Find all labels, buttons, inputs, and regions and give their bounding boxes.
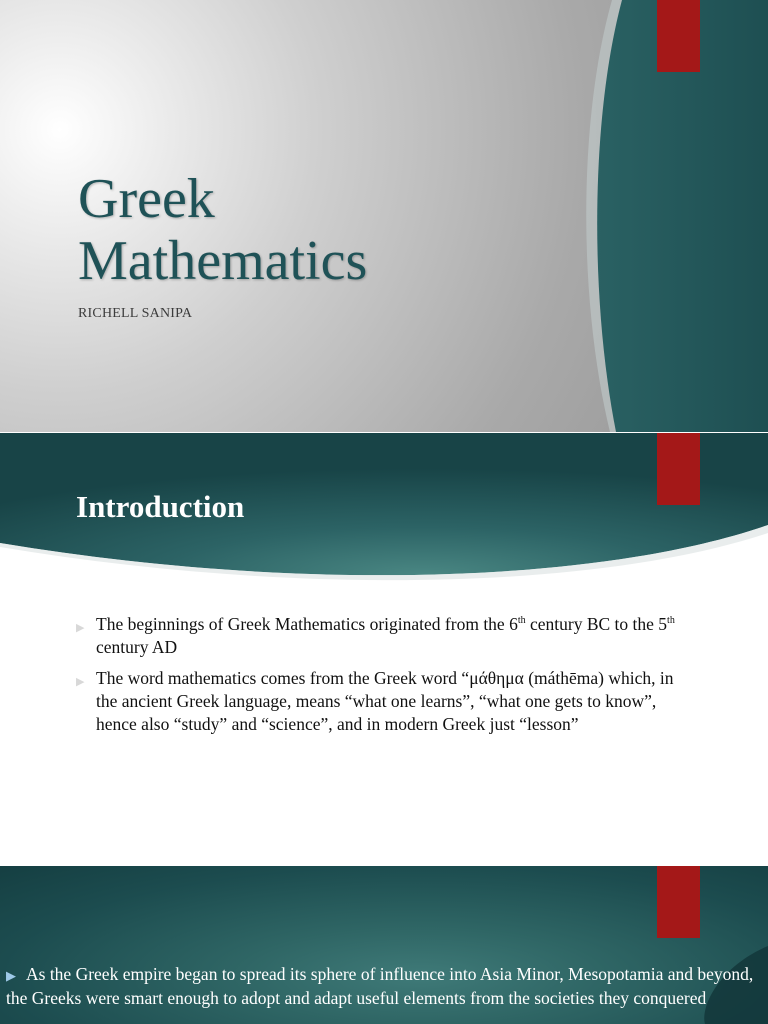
red-accent-tab: [657, 866, 700, 938]
bullet-text-part: century BC to the 5: [525, 614, 668, 634]
superscript: th: [667, 615, 675, 626]
triangle-right-icon: ▶: [76, 676, 85, 688]
presentation-title: [78, 168, 367, 292]
bullet-text: The word mathematics comes from the Greek word “μάθημα (máthēma) which, in the ancient Greek language, means “what one learns”, “what one gets to know”, hence also “study” and “science”, and in modern Greek just “lesson”: [96, 668, 674, 734]
list-item: [76, 613, 696, 659]
bullet-text-part: century AD: [96, 637, 178, 657]
list-item: [76, 667, 696, 736]
bullet-paragraph: [6, 963, 764, 1010]
bullet-text: As the Greek empire began to spread its sphere of influence into Asia Minor, Mesopotamia and beyond, the Greeks were smart enough to adopt and adapt useful elements from the societies they conquered: [6, 964, 754, 1008]
title-slide[interactable]: [0, 0, 768, 432]
introduction-slide[interactable]: [0, 433, 768, 865]
presentation-author: RICHELL SANIPA: [78, 306, 193, 321]
red-accent-tab: [657, 433, 700, 505]
red-accent-tab: [657, 0, 700, 72]
triangle-right-icon: ▶: [6, 968, 16, 983]
title-line-1: Greek: [78, 168, 215, 230]
bullet-text-part: The beginnings of Greek Mathematics originated from the 6: [96, 614, 518, 634]
triangle-right-icon: ▶: [76, 622, 85, 634]
bullet-list: [76, 613, 696, 744]
content-slide[interactable]: [0, 866, 768, 1024]
title-line-2: Mathematics: [78, 230, 368, 292]
slide-title: Introduction: [76, 489, 245, 524]
superscript: th: [517, 615, 526, 626]
